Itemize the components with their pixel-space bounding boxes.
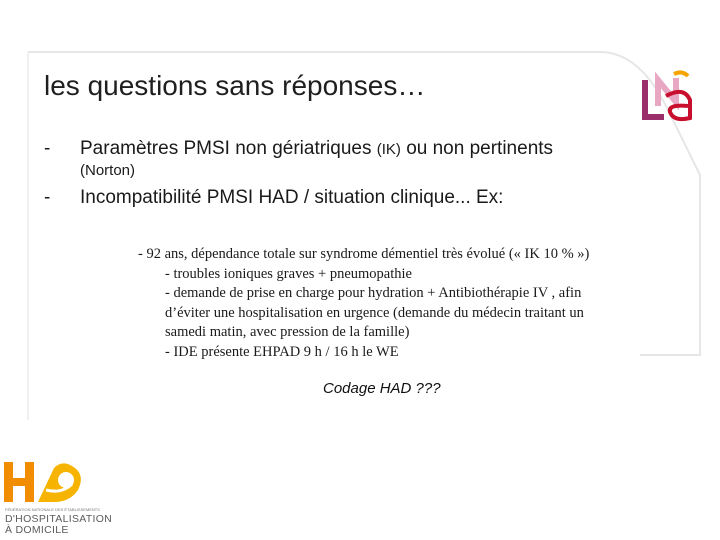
clinical-example <box>138 245 589 362</box>
lna-logo-icon <box>636 66 700 130</box>
slide-title: les questions sans réponses… <box>44 70 426 101</box>
bullet-text: Incompatibilité PMSI HAD / situation clinique... Ex: <box>80 187 504 208</box>
example-line: samedi matin, avec pression de la famille) <box>165 324 410 340</box>
bullet-dash: - <box>44 187 51 208</box>
example-line: - IDE présente EHPAD 9 h / 16 h le WE <box>165 343 399 360</box>
example-line: - 92 ans, dépendance totale sur syndrome démentiel très évolué (« IK 10 % ») <box>138 246 590 262</box>
bullet-text: Paramètres PMSI non gériatriques (IK) ou non pertinents <box>80 138 554 159</box>
had-line-2: À DOMICILE <box>5 524 69 536</box>
example-line: d’éviter une hospitalisation en urgence (demande du médecin traitant un <box>165 304 584 321</box>
example-line: - demande de prise en charge pour hydration + Antibiothérapie IV , afin <box>165 285 582 301</box>
example-line: - troubles ioniques graves + pneumopathie <box>165 265 412 282</box>
had-tiny-text: FÉDÉRATION NATIONALE DES ÉTABLISSEMENTS <box>5 507 100 512</box>
had-line-1: D'HOSPITALISATION <box>5 513 113 525</box>
bullet-dash: - <box>44 138 51 159</box>
bullet-continuation: (Norton) <box>80 162 136 179</box>
conclusion-text: Codage HAD ??? <box>323 380 441 397</box>
